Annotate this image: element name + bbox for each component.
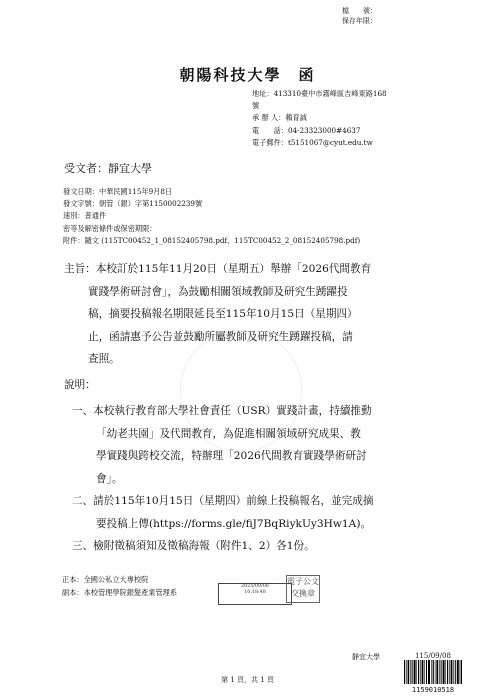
subject-line: 實踐學術研討會」，為鼓勵相關領域教師及研究生踴躍投: [88, 285, 348, 298]
file-number: 檔 號：: [342, 7, 377, 15]
explain-item-1-cont: 學實踐與跨校交流，特辦理「2026代間教育實踐學術研討: [96, 450, 367, 462]
subject-line: 主旨：本校訂於115年11月20日（星期五）舉辦「2026代間教育: [64, 263, 372, 275]
barcode-number: 1159010518: [411, 686, 455, 694]
issue-date: 發文日期：中華民國115年9月8日: [63, 187, 173, 196]
main-recipient: 正本：全國公私立大專校院: [62, 575, 149, 584]
document-title: 朝陽科技大學 函: [179, 66, 316, 84]
page-number: 第 1 頁，共 1 頁: [221, 676, 274, 684]
secrecy: 密等及解密條件或保密期限：: [63, 223, 157, 233]
attachment: 附件：隨文 (115TC00452_1_08152405798.pdf、115TC00452_2_08152405798.pdf): [63, 235, 361, 245]
seal-line1: 電子公文: [287, 577, 319, 586]
explanation-block: [64, 400, 454, 558]
footer-org: 靜宜大學: [352, 653, 380, 661]
copy-recipient: 副本：本校管理學院銀髮產業管理系: [62, 587, 178, 597]
phone: 電 話：04-23323000#4637: [252, 125, 361, 135]
document-number: 發文字號：朝管（銀）字第1150002239號: [63, 199, 203, 209]
subject-line: 止，函請惠予公告並鼓勵所屬教師及研究生踴躍投稿，請: [88, 330, 353, 343]
meta-block: [63, 186, 360, 247]
subject-line: 查照。: [88, 353, 120, 365]
stamp-date: 2025/09/08: [241, 584, 269, 589]
retention-period: 保存年限：: [342, 17, 377, 25]
distribution-block: [62, 574, 177, 599]
seal-line2: 交換章: [291, 589, 315, 598]
email: 電子郵件：t5151067@cyut.edu.tw: [252, 137, 373, 147]
address-line1: 地址：413310臺中市霧峰區吉峰東路168: [252, 89, 387, 98]
exchange-seal: [286, 575, 320, 603]
explain-item-2-cont: 要投稿上傳(https://forms.gle/fiJ7BqRiykUy3Hw1A)。: [96, 517, 372, 530]
explain-item-3: 三、檢附徵稿須知及徵稿海報（附件1、2）各1份。: [72, 540, 315, 552]
speed: 速別：普通件: [63, 211, 107, 221]
contact-block: [252, 88, 387, 149]
explain-item-1-cont: 「幼老共園」及代間教育，為促進相關領域研究成果、教: [96, 427, 361, 440]
explain-item-2: 二、請於115年10月15日（星期四）前線上投稿報名，並完成摘: [72, 495, 374, 507]
explain-item-1-cont: 會」。: [96, 472, 123, 485]
footer-date: 115/09/08: [415, 652, 451, 660]
address-line2: 號: [252, 101, 260, 111]
timestamp-stamp: [218, 583, 292, 605]
file-meta: [342, 6, 377, 26]
recipient: 受文者：靜宜大學: [64, 162, 152, 175]
handler: 承 辦 人：賴育誠: [252, 113, 307, 123]
explain-item-1: 一、本校執行教育部大學社會責任（USR）實踐計畫，持續推動: [72, 405, 372, 417]
explanation-heading: 說明：: [64, 379, 96, 391]
subject-line: 稿，摘要投稿報名期限延長至115年10月15日（星期四）: [88, 308, 358, 320]
subject-block: [64, 258, 446, 371]
stamp-time: 10:18:48: [244, 590, 266, 595]
